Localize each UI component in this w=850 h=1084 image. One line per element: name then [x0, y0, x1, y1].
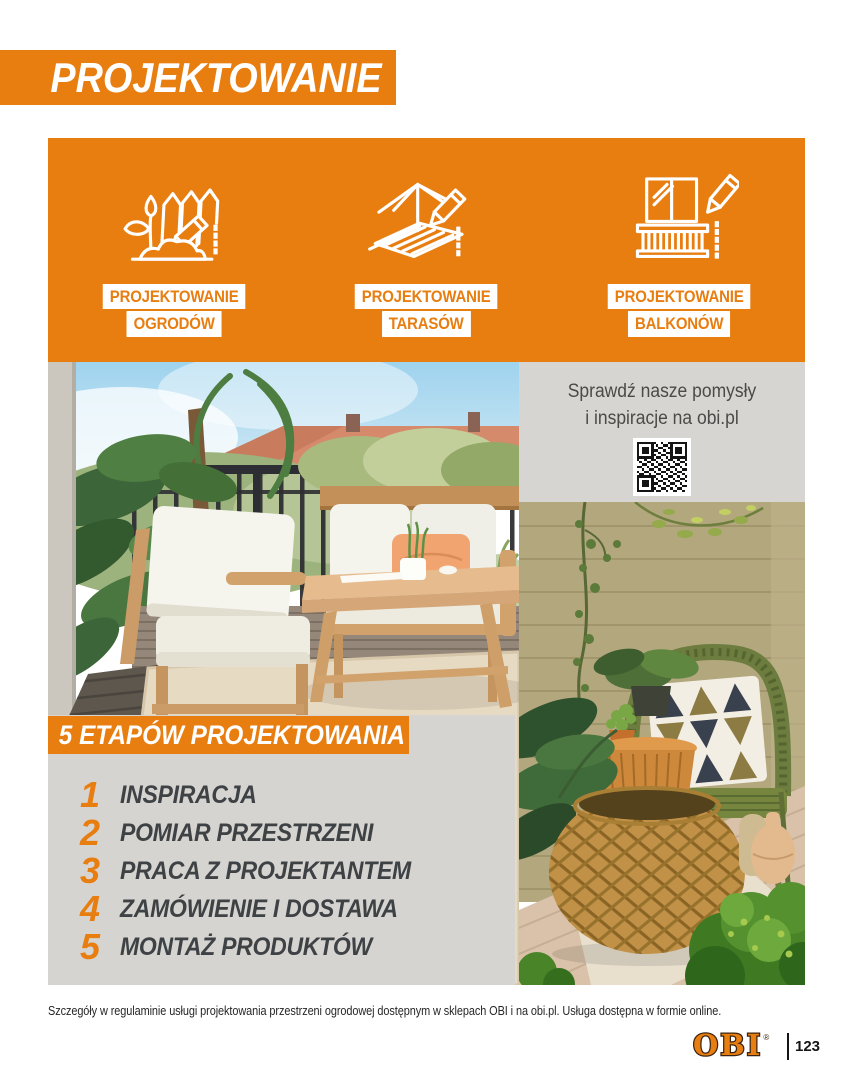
step-label: INSPIRACJA	[120, 780, 257, 809]
service-item-balconies	[554, 168, 804, 337]
service-label	[355, 284, 498, 337]
service-label-line1: PROJEKTOWANIE	[355, 284, 498, 309]
terrace-design-icon	[366, 168, 486, 272]
service-label-line2: OGRODÓW	[127, 311, 222, 336]
step-item	[72, 928, 515, 966]
services-panel	[48, 138, 805, 362]
step-number: 4	[79, 888, 101, 929]
footer-disclaimer: Szczegóły w regulaminie usługi projektowania przestrzeni ogrodowej dostępnym w sklepach OBI i na obi.pl. Usługa dostępna w formie online.	[48, 1003, 722, 1018]
page-title-banner	[0, 50, 396, 105]
step-label: ZAMÓWIENIE I DOSTAWA	[120, 894, 398, 923]
step-number: 2	[79, 812, 101, 853]
step-number: 5	[79, 926, 101, 967]
obi-logo	[693, 1028, 770, 1062]
garden-design-icon	[114, 168, 234, 272]
obi-logo-text: OBI	[693, 1028, 763, 1062]
steps-list	[72, 776, 515, 966]
steps-title: 5 ETAPÓW PROJEKTOWANIA	[58, 720, 405, 750]
service-label-line2: TARASÓW	[382, 311, 471, 336]
page-number-block	[787, 1033, 820, 1060]
step-item	[72, 776, 515, 814]
step-label: MONTAŻ PRODUKTÓW	[120, 932, 372, 961]
step-label: PRACA Z PROJEKTANTEM	[120, 856, 411, 885]
service-item-terraces	[302, 168, 552, 337]
steps-banner	[48, 716, 409, 754]
service-label	[607, 284, 750, 337]
registered-mark: ®	[763, 1033, 770, 1042]
service-label	[103, 284, 246, 337]
page-title: PROJEKTOWANIE	[50, 54, 382, 101]
step-label: POMIAR PRZESTRZENI	[120, 818, 374, 847]
qr-code	[633, 438, 691, 496]
step-number: 3	[79, 850, 101, 891]
inspiration-photo	[519, 362, 805, 985]
promo-text-line1: Sprawdź nasze pomysły	[567, 381, 757, 402]
step-number: 1	[79, 774, 101, 815]
page-number-divider	[787, 1033, 789, 1060]
page-number: 123	[795, 1038, 821, 1055]
step-item	[72, 890, 515, 928]
promo-text-line2: i inspiracje na obi.pl	[585, 408, 739, 429]
service-label-line2: BALKONÓW	[628, 311, 730, 336]
promo-box	[519, 362, 805, 502]
step-item	[72, 814, 515, 852]
step-item	[72, 852, 515, 890]
service-label-line1: PROJEKTOWANIE	[607, 284, 750, 309]
photo-spread	[48, 362, 805, 985]
steps-panel	[48, 715, 515, 985]
service-label-line1: PROJEKTOWANIE	[103, 284, 246, 309]
balcony-design-icon	[619, 168, 739, 272]
service-item-gardens	[49, 168, 299, 337]
